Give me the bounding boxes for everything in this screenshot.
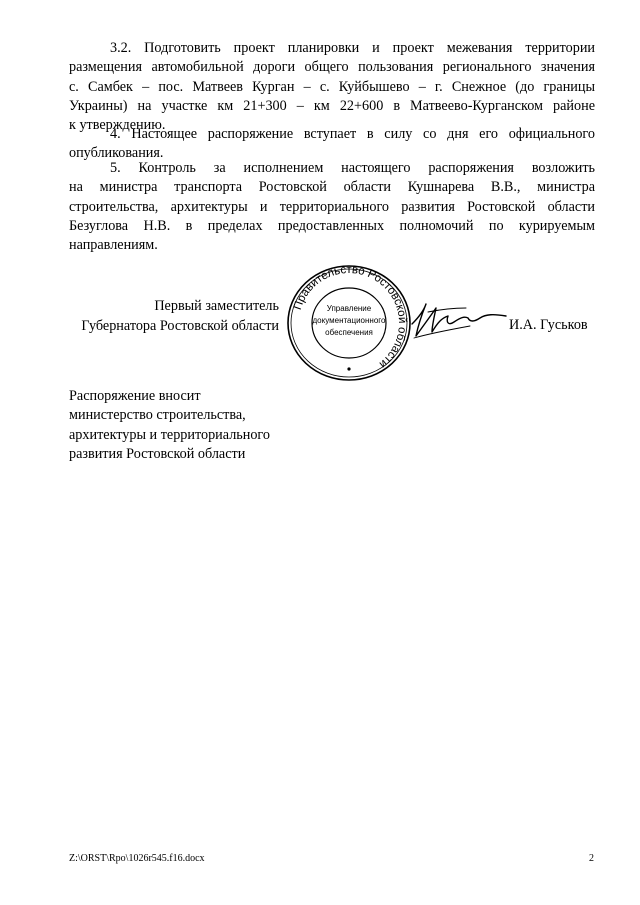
paragraph-4 [69,125,595,164]
submitter-block [69,387,270,464]
submitter-line: развития Ростовской области [69,445,246,462]
paragraph-line: Украины) на участке км 21+300 – км 22+600 в Матвеево-Курганском районе [69,97,595,114]
stamp-center-line: обеспечения [325,328,373,337]
handwritten-signature [408,292,508,352]
paragraph-3-2 [69,39,595,135]
paragraph-line: строительства, архитектуры и территориального развития Ростовской области [69,198,595,215]
paragraph-line: Безуглова Н.В. в пределах предоставленных полномочий по курируемым [69,217,595,234]
paragraph-line: с. Самбек – пос. Матвеев Курган – с. Куйбышево – г. Снежное (до границы [69,78,595,95]
paragraph-line: 5. Контроль за исполнением настоящего распоряжения возложить [110,160,595,176]
submitter-line: архитектуры и территориального [69,426,270,443]
stamp-center-line: Управление [326,304,372,313]
paragraph-line: размещения автомобильной дороги общего пользования регионального значения [69,59,595,76]
footer-file-path: Z:\ORST\Rpo\1026r545.f16.docx [69,853,205,864]
paragraph-line: 3.2. Подготовить проект планировки и проект межевания территории [110,40,595,56]
stamp-center-line: документационного [312,316,386,325]
paragraph-line: 4. Настоящее распоряжение вступает в силу со дня его официального [110,126,595,142]
paragraph-line: опубликования. [69,145,164,162]
stamp-ring-text: Правительство Ростовской области [291,263,409,371]
signatory-title [69,297,279,336]
signatory-title-line: Первый заместитель [154,298,279,314]
paragraph-line: на министра транспорта Ростовской области Кушнарева В.В., министра [69,179,595,196]
paragraph-5 [69,159,595,255]
page-number: 2 [589,853,594,864]
official-stamp [285,263,413,383]
stamp-dot [347,367,350,370]
submitter-line: министерство строительства, [69,407,246,424]
paragraph-line: направлениям. [69,237,158,254]
signatory-title-line: Губернатора Ростовской области [81,317,279,334]
signatory-name: И.А. Гуськов [509,317,588,333]
submitter-line: Распоряжение вносит [69,388,201,404]
paragraph-line: к утверждению. [69,117,166,134]
